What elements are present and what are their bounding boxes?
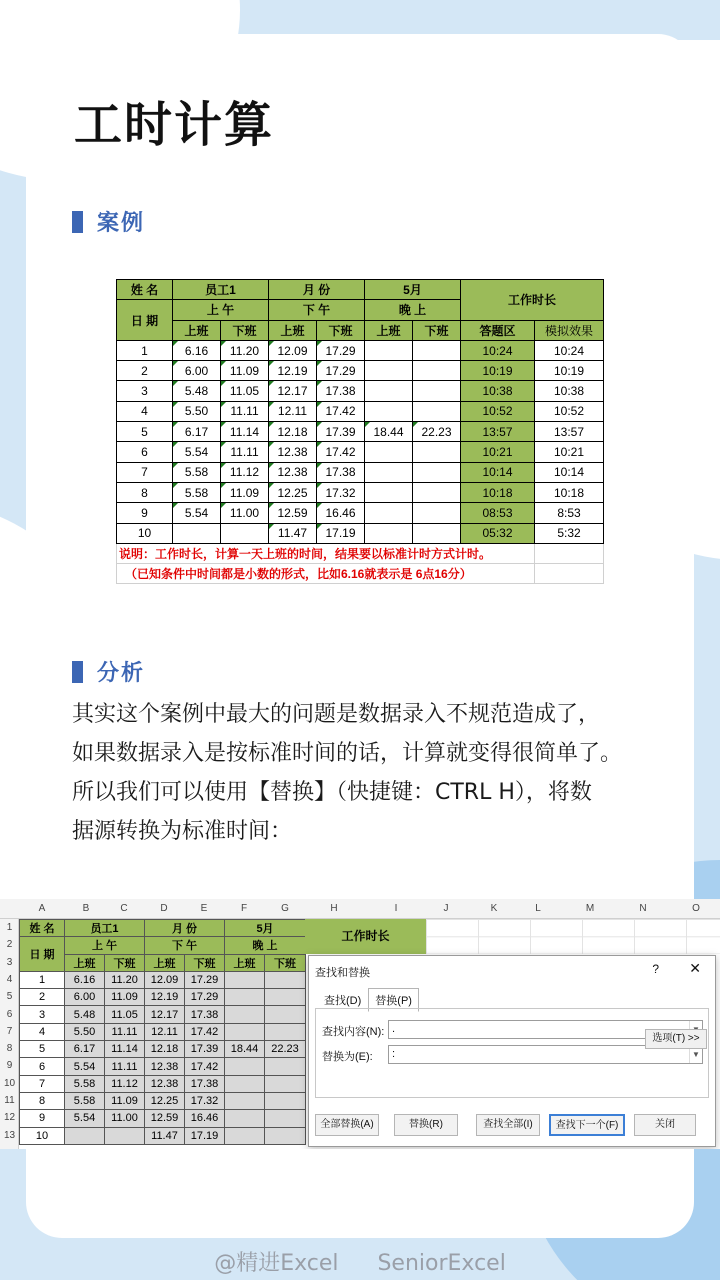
header-sim: 模拟效果 <box>535 320 604 340</box>
xl-row <box>20 989 306 1006</box>
table-cell <box>413 462 461 482</box>
header-eve: 晚 上 <box>365 300 461 320</box>
table-cell <box>413 340 461 360</box>
table-row <box>117 503 604 523</box>
table-cell: 6.17 <box>173 422 221 442</box>
table-cell <box>173 523 221 543</box>
table-cell: 12.11 <box>269 401 317 421</box>
table-cell: 17.29 <box>317 340 365 360</box>
table-cell <box>413 523 461 543</box>
table-cell: 16.46 <box>317 503 365 523</box>
xl-cell[interactable]: 5.48 <box>65 1006 105 1023</box>
xl-cell[interactable]: 18.44 <box>225 1041 265 1058</box>
xl-cell[interactable] <box>225 1110 265 1127</box>
xl-cell[interactable]: 17.42 <box>185 1058 225 1075</box>
table-cell: 10:52 <box>461 401 535 421</box>
tab-find[interactable]: 查找(D) <box>324 995 362 1007</box>
close-button[interactable]: 关闭 <box>634 1114 696 1136</box>
table-cell: 17.32 <box>317 482 365 502</box>
header-date: 日 期 <box>117 300 173 341</box>
table-cell <box>365 361 413 381</box>
footer-brand-en: SeniorExcel <box>377 1251 506 1276</box>
table-cell: 10 <box>117 523 173 543</box>
table-cell: 4 <box>117 401 173 421</box>
table-cell <box>365 462 413 482</box>
header-out: 下班 <box>317 320 365 340</box>
xl-cell[interactable] <box>265 1006 306 1023</box>
table-cell: 11.20 <box>221 340 269 360</box>
table-cell: 10:21 <box>535 442 604 462</box>
table-cell: 13:57 <box>535 422 604 442</box>
table-cell: 10:38 <box>461 381 535 401</box>
table-cell <box>413 503 461 523</box>
xl-cell[interactable]: 12.09 <box>145 971 185 988</box>
section-analysis-heading <box>72 656 145 687</box>
xl-cell[interactable] <box>265 1127 306 1144</box>
header-in: 上班 <box>173 320 221 340</box>
table-cell <box>365 442 413 462</box>
xl-cell[interactable]: 11.11 <box>105 1058 145 1075</box>
help-icon[interactable]: ? <box>652 962 659 976</box>
xl-header-out[interactable]: 下班 <box>265 954 306 971</box>
header-out: 下班 <box>221 320 269 340</box>
table-cell: 12.38 <box>269 462 317 482</box>
xl-cell[interactable]: 4 <box>20 1023 65 1040</box>
xl-header-am[interactable]: 上 午 <box>65 937 145 954</box>
table-cell: 11.09 <box>221 361 269 381</box>
section-case-title: 案例 <box>97 211 146 236</box>
column-letter[interactable]: F <box>240 903 248 914</box>
table-cell: 11.11 <box>221 442 269 462</box>
table-cell: 10:38 <box>535 381 604 401</box>
xl-header-hours[interactable]: 工作时长 <box>305 919 426 954</box>
xl-cell[interactable]: 7 <box>20 1075 65 1092</box>
table-row <box>117 482 604 502</box>
table-cell: 5.48 <box>173 381 221 401</box>
xl-header-employee[interactable]: 员工1 <box>65 920 145 937</box>
xl-cell[interactable] <box>265 1023 306 1040</box>
table-cell: 12.38 <box>269 442 317 462</box>
xl-cell[interactable]: 12.38 <box>145 1058 185 1075</box>
xl-row <box>20 1058 306 1075</box>
xl-header-name[interactable]: 姓 名 <box>20 920 65 937</box>
xl-cell[interactable]: 12.11 <box>145 1023 185 1040</box>
table-row <box>117 340 604 360</box>
table-cell: 17.19 <box>317 523 365 543</box>
xl-row <box>20 1041 306 1058</box>
xl-cell[interactable]: 6.17 <box>65 1041 105 1058</box>
column-letter[interactable]: B <box>82 903 90 914</box>
xl-cell[interactable]: 5 <box>20 1041 65 1058</box>
table-cell: 17.42 <box>317 442 365 462</box>
xl-cell[interactable]: 11.11 <box>105 1023 145 1040</box>
xl-cell[interactable]: 12.19 <box>145 989 185 1006</box>
xl-cell[interactable]: 11.05 <box>105 1006 145 1023</box>
header-answer: 答题区 <box>461 320 535 340</box>
close-icon[interactable]: ✕ <box>689 960 701 976</box>
table-cell: 11.11 <box>221 401 269 421</box>
xl-header-date[interactable]: 日 期 <box>20 937 65 972</box>
table-cell <box>413 381 461 401</box>
table-cell: 12.18 <box>269 422 317 442</box>
row-number[interactable]: 9 <box>6 1060 13 1072</box>
xl-header-eve[interactable]: 晚 上 <box>225 937 306 954</box>
column-letter[interactable]: C <box>120 903 128 914</box>
footer-watermark <box>0 1246 720 1277</box>
table-cell: 6 <box>117 442 173 462</box>
column-header-bar <box>0 899 720 919</box>
xl-cell[interactable] <box>265 971 306 988</box>
table-cell: 12.25 <box>269 482 317 502</box>
header-month: 5月 <box>365 280 461 300</box>
xl-cell[interactable] <box>265 1058 306 1075</box>
xl-cell[interactable]: 10 <box>20 1127 65 1144</box>
xl-header-in[interactable]: 上班 <box>65 954 105 971</box>
xl-cell[interactable]: 17.38 <box>185 1075 225 1092</box>
table-row <box>117 361 604 381</box>
xl-cell[interactable] <box>265 1092 306 1109</box>
replace-button[interactable]: 替换(R) <box>394 1114 458 1136</box>
xl-cell[interactable]: 11.00 <box>105 1110 145 1127</box>
table-cell: 10:21 <box>461 442 535 462</box>
table-cell: 1 <box>117 340 173 360</box>
dialog-button-row <box>315 1114 696 1136</box>
xl-cell[interactable]: 17.29 <box>185 971 225 988</box>
xl-header-in[interactable]: 上班 <box>225 954 265 971</box>
table-row <box>117 401 604 421</box>
header-hours: 工作时长 <box>461 280 604 321</box>
xl-cell[interactable]: 17.39 <box>185 1041 225 1058</box>
header-month-label: 月 份 <box>269 280 365 300</box>
section-case-heading <box>72 206 145 237</box>
xl-cell[interactable]: 5.54 <box>65 1110 105 1127</box>
table-cell: 17.38 <box>317 462 365 482</box>
paragraph-line: 据源转换为标准时间： <box>72 819 293 844</box>
xl-cell[interactable]: 11.09 <box>105 1092 145 1109</box>
xl-cell[interactable]: 5.58 <box>65 1075 105 1092</box>
row-number[interactable]: 12 <box>3 1112 16 1124</box>
table-cell: 5 <box>117 422 173 442</box>
table-cell: 17.42 <box>317 401 365 421</box>
column-letter[interactable]: I <box>394 903 398 914</box>
section-marker <box>72 661 83 683</box>
table-cell <box>365 401 413 421</box>
row-number[interactable]: 4 <box>6 973 13 985</box>
xl-cell[interactable]: 3 <box>20 1006 65 1023</box>
page-title: 工时计算 <box>74 97 275 153</box>
column-letter[interactable]: H <box>330 903 338 914</box>
table-cell <box>365 523 413 543</box>
table-cell <box>365 381 413 401</box>
xl-row <box>20 1006 306 1023</box>
xl-cell[interactable]: 9 <box>20 1110 65 1127</box>
replace-input-value: : <box>392 1048 396 1060</box>
replace-label: 替换为(E): <box>322 1051 373 1063</box>
row-number[interactable]: 3 <box>6 956 13 968</box>
column-letter[interactable]: D <box>160 903 168 914</box>
find-label: 查找内容(N): <box>322 1026 385 1038</box>
xl-cell[interactable] <box>105 1127 145 1144</box>
table-row <box>117 422 604 442</box>
xl-cell[interactable]: 11.09 <box>105 989 145 1006</box>
xl-cell[interactable] <box>265 989 306 1006</box>
xl-row <box>20 1075 306 1092</box>
xl-cell[interactable]: 17.32 <box>185 1092 225 1109</box>
xl-cell[interactable]: 12.38 <box>145 1075 185 1092</box>
paragraph-line: 所以我们可以使用【替换】（快捷键：CTRL H），将数 <box>72 780 592 805</box>
table-cell: 10:24 <box>535 340 604 360</box>
xl-cell[interactable] <box>225 1075 265 1092</box>
paragraph-line: 如果数据录入是按标准时间的话，计算就变得很简单了。 <box>72 741 623 766</box>
header-out: 下班 <box>413 320 461 340</box>
column-letter[interactable]: K <box>490 903 498 914</box>
row-number[interactable]: 6 <box>6 1008 13 1020</box>
table-cell: 9 <box>117 503 173 523</box>
xl-cell[interactable]: 5.50 <box>65 1023 105 1040</box>
excel-screenshot <box>0 899 720 1149</box>
table-cell: 8 <box>117 482 173 502</box>
row-number[interactable]: 8 <box>6 1043 13 1055</box>
xl-cell[interactable] <box>225 1127 265 1144</box>
xl-cell[interactable] <box>265 1075 306 1092</box>
xl-cell[interactable] <box>225 989 265 1006</box>
column-letter[interactable]: L <box>535 903 541 914</box>
table-cell: 8:53 <box>535 503 604 523</box>
xl-header-month[interactable]: 5月 <box>225 920 306 937</box>
header-name: 姓 名 <box>117 280 173 300</box>
table-cell: 12.09 <box>269 340 317 360</box>
table-cell: 18.44 <box>365 422 413 442</box>
table-cell: 17.39 <box>317 422 365 442</box>
note-line-1: 说明：工作时长，计算一天上班的时间，结果要以标准计时方式计时。 <box>117 543 535 563</box>
table-cell: 12.59 <box>269 503 317 523</box>
table-cell: 08:53 <box>461 503 535 523</box>
analysis-paragraph <box>72 695 672 851</box>
table-cell <box>365 482 413 502</box>
table-cell: 6.16 <box>173 340 221 360</box>
table-cell: 10:19 <box>535 361 604 381</box>
table-cell: 10:19 <box>461 361 535 381</box>
xl-cell[interactable]: 17.29 <box>185 989 225 1006</box>
xl-cell[interactable] <box>225 1006 265 1023</box>
xl-header-out[interactable]: 下班 <box>185 954 225 971</box>
find-all-button[interactable]: 查找全部(I) <box>476 1114 540 1136</box>
xl-cell[interactable] <box>225 1023 265 1040</box>
table-cell: 5.50 <box>173 401 221 421</box>
xl-cell[interactable] <box>225 1058 265 1075</box>
table-cell <box>365 340 413 360</box>
table-cell: 12.17 <box>269 381 317 401</box>
table-row <box>117 381 604 401</box>
table-row <box>117 462 604 482</box>
note-empty-cell <box>535 543 604 563</box>
table-cell: 22.23 <box>413 422 461 442</box>
header-am: 上 午 <box>173 300 269 320</box>
table-cell: 10:18 <box>535 482 604 502</box>
xl-empty-cells[interactable] <box>426 919 720 954</box>
table-cell: 11.09 <box>221 482 269 502</box>
xl-cell[interactable]: 17.38 <box>185 1006 225 1023</box>
column-letter[interactable]: N <box>639 903 647 914</box>
xl-cell[interactable]: 11.14 <box>105 1041 145 1058</box>
row-number[interactable]: 2 <box>6 939 13 951</box>
tab-replace[interactable]: 替换(P) <box>368 988 419 1012</box>
xl-cell[interactable]: 11.47 <box>145 1127 185 1144</box>
section-analysis-title: 分析 <box>97 661 146 686</box>
table-cell: 11.12 <box>221 462 269 482</box>
table-cell: 17.38 <box>317 381 365 401</box>
table-cell: 7 <box>117 462 173 482</box>
xl-cell[interactable]: 5.58 <box>65 1092 105 1109</box>
xl-cell[interactable]: 12.18 <box>145 1041 185 1058</box>
table-cell: 3 <box>117 381 173 401</box>
dialog-title: 查找和替换 <box>315 967 370 979</box>
note-empty-cell <box>535 564 604 584</box>
table-cell: 11.00 <box>221 503 269 523</box>
find-next-button[interactable]: 查找下一个(F) <box>549 1114 625 1136</box>
xl-header-in[interactable]: 上班 <box>145 954 185 971</box>
xl-header-month-label[interactable]: 月 份 <box>145 920 225 937</box>
table-cell: 17.29 <box>317 361 365 381</box>
row-number[interactable]: 13 <box>3 1129 16 1141</box>
header-in: 上班 <box>269 320 317 340</box>
options-button[interactable]: 选项(T) >> <box>645 1029 707 1049</box>
xl-row <box>20 1092 306 1109</box>
table-cell: 5.54 <box>173 503 221 523</box>
replace-panel <box>315 1008 709 1098</box>
xl-cell[interactable]: 16.46 <box>185 1110 225 1127</box>
case-table <box>116 279 604 584</box>
table-cell: 5:32 <box>535 523 604 543</box>
xl-cell[interactable]: 8 <box>20 1092 65 1109</box>
paragraph-line: 其实这个案例中最大的问题是数据录入不规范造成了， <box>72 702 601 727</box>
xl-cell[interactable]: 17.42 <box>185 1023 225 1040</box>
find-input-value: . <box>392 1023 396 1035</box>
table-cell: 11.47 <box>269 523 317 543</box>
table-cell: 5.58 <box>173 482 221 502</box>
table-cell: 05:32 <box>461 523 535 543</box>
xl-header-out[interactable]: 下班 <box>105 954 145 971</box>
xl-cell[interactable]: 2 <box>20 989 65 1006</box>
xl-row <box>20 1110 306 1127</box>
table-cell: 11.05 <box>221 381 269 401</box>
table-cell: 11.14 <box>221 422 269 442</box>
column-letter[interactable]: E <box>200 903 208 914</box>
table-cell: 12.19 <box>269 361 317 381</box>
xl-cell[interactable] <box>225 971 265 988</box>
xl-cell[interactable] <box>265 1110 306 1127</box>
xl-row <box>20 971 306 988</box>
column-letter[interactable]: O <box>692 903 700 914</box>
xl-cell[interactable]: 6.00 <box>65 989 105 1006</box>
header-pm: 下 午 <box>269 300 365 320</box>
xl-cell[interactable]: 5.54 <box>65 1058 105 1075</box>
column-letter[interactable]: J <box>443 903 449 914</box>
replace-all-button[interactable]: 全部替换(A) <box>315 1114 379 1136</box>
row-header-bar <box>0 919 19 1149</box>
excel-grid <box>19 919 306 1145</box>
row-number[interactable]: 11 <box>4 1095 15 1106</box>
xl-cell[interactable]: 12.25 <box>145 1092 185 1109</box>
table-cell: 10:14 <box>461 462 535 482</box>
table-cell: 2 <box>117 361 173 381</box>
table-cell: 10:52 <box>535 401 604 421</box>
xl-cell[interactable] <box>225 1092 265 1109</box>
table-cell <box>365 503 413 523</box>
xl-header-pm[interactable]: 下 午 <box>145 937 225 954</box>
table-cell: 5.54 <box>173 442 221 462</box>
table-cell: 5.58 <box>173 462 221 482</box>
table-cell <box>413 361 461 381</box>
excel-grid-body <box>20 971 306 1144</box>
case-table-body <box>117 340 604 543</box>
chevron-down-icon[interactable]: ▼ <box>689 1046 702 1063</box>
xl-cell[interactable]: 11.20 <box>105 971 145 988</box>
column-letter[interactable]: M <box>585 903 595 914</box>
xl-cell[interactable]: 11.12 <box>105 1075 145 1092</box>
note-line-2: （已知条件中时间都是小数的形式，比如6.16就表示是 6点16分） <box>117 564 535 584</box>
row-number[interactable]: 1 <box>6 922 13 933</box>
xl-cell[interactable]: 17.19 <box>185 1127 225 1144</box>
footer-brand-cn: @精进Excel <box>214 1251 339 1276</box>
xl-cell[interactable]: 12.59 <box>145 1110 185 1127</box>
row-number[interactable]: 5 <box>6 991 13 1003</box>
table-cell <box>413 482 461 502</box>
row-number[interactable]: 7 <box>6 1025 13 1037</box>
xl-cell[interactable]: 6 <box>20 1058 65 1075</box>
xl-cell[interactable] <box>65 1127 105 1144</box>
xl-row <box>20 1023 306 1040</box>
row-number[interactable]: 10 <box>3 1077 16 1089</box>
column-letter[interactable]: A <box>38 903 46 914</box>
table-cell: 10:24 <box>461 340 535 360</box>
xl-cell[interactable]: 12.17 <box>145 1006 185 1023</box>
table-cell <box>221 523 269 543</box>
table-cell <box>413 442 461 462</box>
xl-cell[interactable]: 6.16 <box>65 971 105 988</box>
header-in: 上班 <box>365 320 413 340</box>
table-cell <box>413 401 461 421</box>
find-replace-dialog <box>308 955 716 1147</box>
table-cell: 6.00 <box>173 361 221 381</box>
table-cell: 10:18 <box>461 482 535 502</box>
table-cell: 10:14 <box>535 462 604 482</box>
column-letter[interactable]: G <box>281 903 289 914</box>
xl-row <box>20 1127 306 1144</box>
table-cell: 13:57 <box>461 422 535 442</box>
header-employee: 员工1 <box>173 280 269 300</box>
xl-cell[interactable]: 1 <box>20 971 65 988</box>
section-marker <box>72 211 83 233</box>
table-row <box>117 523 604 543</box>
xl-cell[interactable]: 22.23 <box>265 1041 306 1058</box>
table-row <box>117 442 604 462</box>
